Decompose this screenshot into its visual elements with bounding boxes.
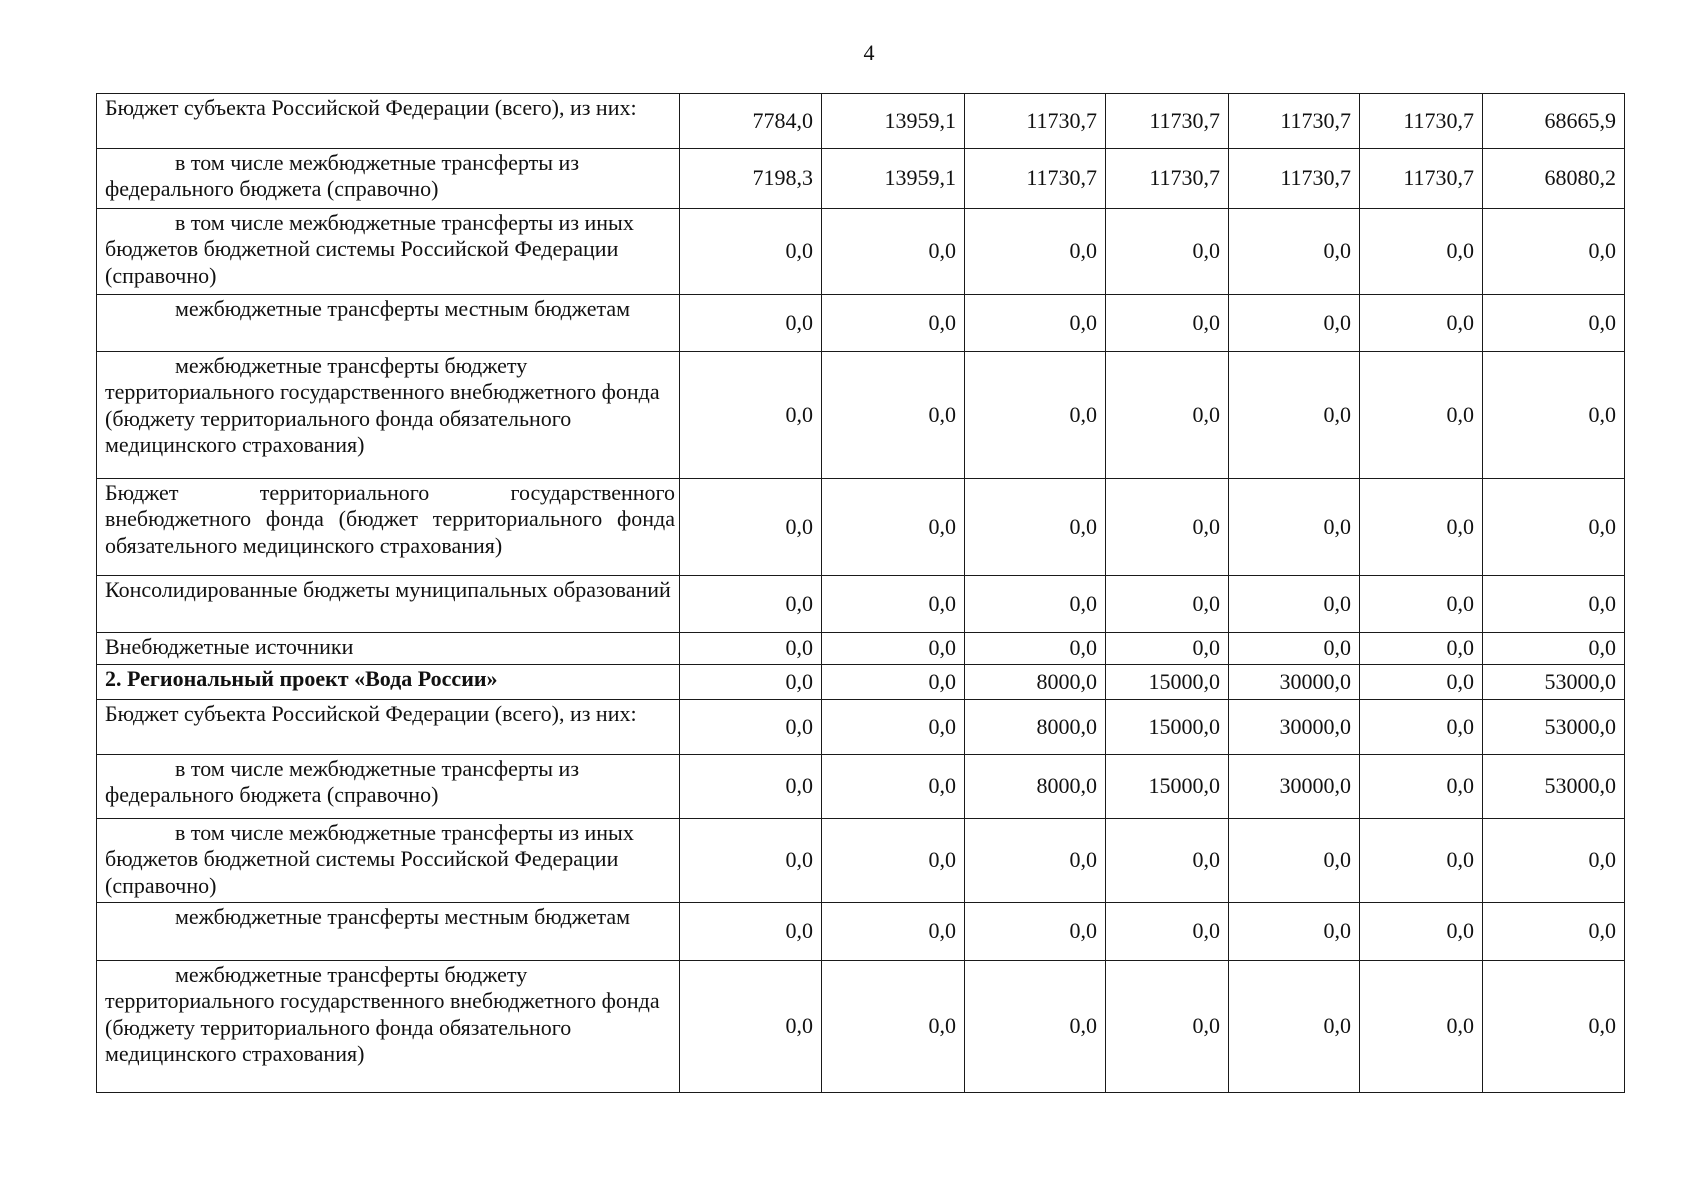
table-cell: 0,0 [965, 576, 1106, 633]
table-cell: 0,0 [1360, 819, 1483, 903]
table-cell: 11730,7 [1229, 149, 1360, 209]
table-cell: 0,0 [1360, 479, 1483, 576]
table-cell: 0,0 [1483, 295, 1625, 352]
row-label: Консолидированные бюджеты муниципальных образований [97, 576, 680, 633]
table-cell: 7784,0 [680, 94, 822, 149]
table-cell: 11730,7 [1360, 94, 1483, 149]
table-row [97, 576, 1625, 633]
table-cell: 53000,0 [1483, 755, 1625, 819]
table-cell: 15000,0 [1106, 755, 1229, 819]
table-cell: 30000,0 [1229, 665, 1360, 700]
table-cell: 0,0 [965, 295, 1106, 352]
table-cell: 0,0 [1229, 819, 1360, 903]
table-cell: 8000,0 [965, 755, 1106, 819]
row-label: в том числе межбюджетные трансферты из иных бюджетов бюджетной системы Российской Федерации (справочно) [97, 209, 680, 295]
table-cell: 0,0 [1360, 633, 1483, 665]
table-cell: 0,0 [822, 295, 965, 352]
table-cell: 15000,0 [1106, 665, 1229, 700]
row-label: в том числе межбюджетные трансферты из иных бюджетов бюджетной системы Российской Федерации (справочно) [97, 819, 680, 903]
table-cell: 30000,0 [1229, 700, 1360, 755]
table-row [97, 352, 1625, 479]
table-cell: 0,0 [965, 903, 1106, 961]
table-cell: 0,0 [822, 479, 965, 576]
table-cell: 0,0 [965, 819, 1106, 903]
table-cell: 0,0 [680, 755, 822, 819]
table-cell: 0,0 [680, 700, 822, 755]
table-cell: 0,0 [1229, 576, 1360, 633]
table-cell: 0,0 [1360, 700, 1483, 755]
table-row [97, 295, 1625, 352]
row-label: Бюджет субъекта Российской Федерации (всего), из них: [97, 700, 680, 755]
table-cell: 0,0 [680, 576, 822, 633]
table-cell: 0,0 [965, 961, 1106, 1093]
table-cell: 11730,7 [965, 149, 1106, 209]
table-cell: 0,0 [822, 576, 965, 633]
table-cell: 0,0 [680, 479, 822, 576]
row-label: в том числе межбюджетные трансферты из федерального бюджета (справочно) [97, 755, 680, 819]
table-cell: 0,0 [1106, 352, 1229, 479]
table-cell: 0,0 [965, 209, 1106, 295]
table-cell: 0,0 [822, 961, 965, 1093]
table-cell: 0,0 [1360, 903, 1483, 961]
table-cell: 0,0 [1106, 633, 1229, 665]
table-cell: 0,0 [965, 479, 1106, 576]
table-cell: 0,0 [1229, 961, 1360, 1093]
table-cell: 0,0 [1106, 819, 1229, 903]
table-cell: 0,0 [1106, 295, 1229, 352]
table-row [97, 209, 1625, 295]
table-cell: 0,0 [1106, 903, 1229, 961]
page-number: 4 [863, 40, 875, 65]
table-row [97, 633, 1625, 665]
table-cell: 0,0 [1360, 295, 1483, 352]
table-cell: 0,0 [680, 295, 822, 352]
table-cell: 0,0 [1483, 961, 1625, 1093]
row-label: 2. Региональный проект «Вода России» [97, 665, 680, 700]
table-row [97, 755, 1625, 819]
row-label: межбюджетные трансферты местным бюджетам [97, 903, 680, 961]
table-cell: 11730,7 [1106, 149, 1229, 209]
table-cell: 0,0 [822, 633, 965, 665]
table-cell: 0,0 [1360, 961, 1483, 1093]
table-cell: 0,0 [1360, 352, 1483, 479]
table-row [97, 94, 1625, 149]
table-cell: 0,0 [1483, 819, 1625, 903]
table-cell: 0,0 [1106, 209, 1229, 295]
table-cell: 11730,7 [1229, 94, 1360, 149]
table-cell: 53000,0 [1483, 700, 1625, 755]
table-row [97, 819, 1625, 903]
table-cell: 15000,0 [1106, 700, 1229, 755]
row-label: Внебюджетные источники [97, 633, 680, 665]
row-label: межбюджетные трансферты бюджету территориального государственного внебюджетного фонда (бюджету территориального фонда обязательного медицинского страхования) [97, 961, 680, 1093]
row-label: Бюджет субъекта Российской Федерации (всего), из них: [97, 94, 680, 149]
table-cell: 8000,0 [965, 665, 1106, 700]
table-cell: 0,0 [1360, 665, 1483, 700]
row-label: в том числе межбюджетные трансферты из федерального бюджета (справочно) [97, 149, 680, 209]
table-cell: 0,0 [680, 961, 822, 1093]
table-cell: 30000,0 [1229, 755, 1360, 819]
table-cell: 0,0 [1106, 479, 1229, 576]
table-cell: 0,0 [822, 700, 965, 755]
table-cell: 13959,1 [822, 94, 965, 149]
table-cell: 0,0 [680, 209, 822, 295]
table-cell: 0,0 [1229, 209, 1360, 295]
table-cell: 0,0 [680, 903, 822, 961]
table-cell: 53000,0 [1483, 665, 1625, 700]
table-cell: 0,0 [1483, 633, 1625, 665]
table-cell: 0,0 [680, 819, 822, 903]
row-label: Бюджет территориального государственного внебюджетного фонда (бюджет территориального фонда обязательного медицинского страхования) [97, 479, 680, 576]
table-cell: 0,0 [1229, 479, 1360, 576]
table-cell: 0,0 [680, 633, 822, 665]
table-row [97, 665, 1625, 700]
table-cell: 11730,7 [1106, 94, 1229, 149]
table-cell: 0,0 [822, 352, 965, 479]
row-label: межбюджетные трансферты местным бюджетам [97, 295, 680, 352]
table-cell: 0,0 [1483, 479, 1625, 576]
table-cell: 0,0 [1229, 903, 1360, 961]
table-cell: 0,0 [1229, 295, 1360, 352]
table-cell: 0,0 [1483, 209, 1625, 295]
table-cell: 0,0 [1483, 352, 1625, 479]
table-cell: 0,0 [965, 633, 1106, 665]
table-cell: 68665,9 [1483, 94, 1625, 149]
table-cell: 0,0 [1360, 209, 1483, 295]
table-cell: 0,0 [822, 819, 965, 903]
table-cell: 0,0 [1106, 961, 1229, 1093]
table-cell: 0,0 [1360, 755, 1483, 819]
table-cell: 0,0 [822, 665, 965, 700]
table-cell: 0,0 [680, 665, 822, 700]
table-cell: 13959,1 [822, 149, 965, 209]
table-cell: 8000,0 [965, 700, 1106, 755]
table-cell: 68080,2 [1483, 149, 1625, 209]
table-cell: 0,0 [1106, 576, 1229, 633]
table-cell: 0,0 [822, 903, 965, 961]
table-row [97, 479, 1625, 576]
table-row [97, 700, 1625, 755]
table-cell: 11730,7 [1360, 149, 1483, 209]
table-cell: 0,0 [1483, 903, 1625, 961]
table-cell: 0,0 [1229, 352, 1360, 479]
table-row [97, 961, 1625, 1093]
table-cell: 7198,3 [680, 149, 822, 209]
table-cell: 0,0 [680, 352, 822, 479]
table-cell: 0,0 [1483, 576, 1625, 633]
table-cell: 0,0 [822, 209, 965, 295]
table-cell: 0,0 [1229, 633, 1360, 665]
table-cell: 11730,7 [965, 94, 1106, 149]
table-row [97, 149, 1625, 209]
table-row [97, 903, 1625, 961]
table-cell: 0,0 [822, 755, 965, 819]
budget-table [96, 93, 1625, 1093]
row-label: межбюджетные трансферты бюджету территориального государственного внебюджетного фонда (бюджету территориального фонда обязательного медицинского страхования) [97, 352, 680, 479]
table-cell: 0,0 [1360, 576, 1483, 633]
table-cell: 0,0 [965, 352, 1106, 479]
